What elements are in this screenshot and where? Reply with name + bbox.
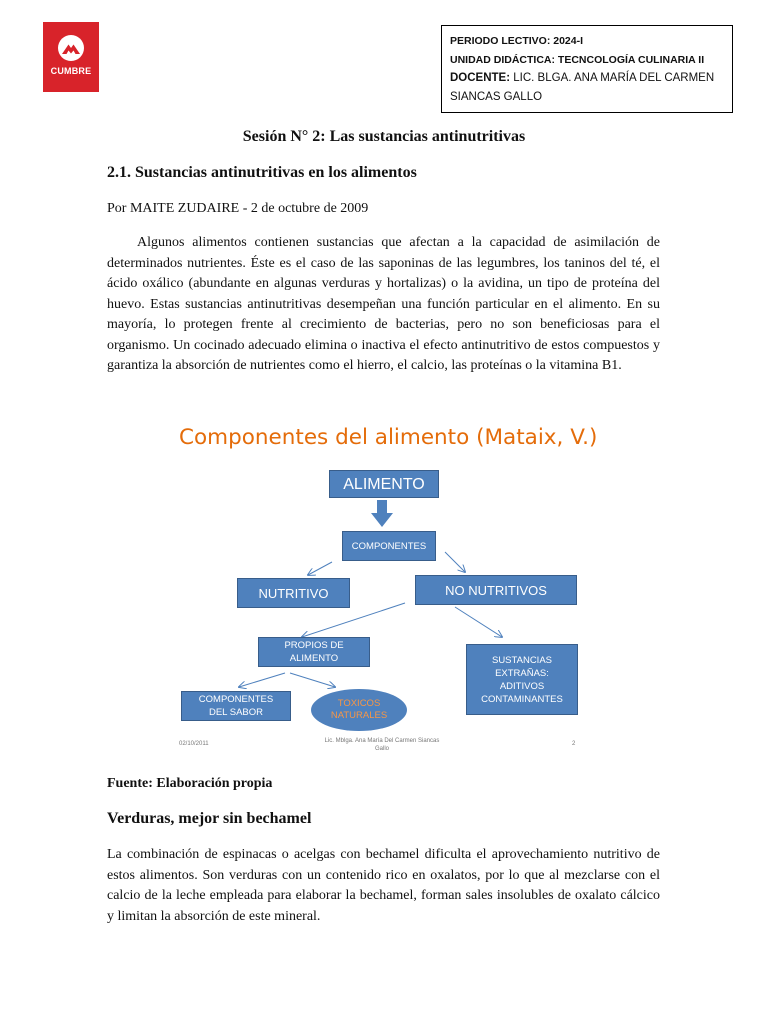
- diagram-footer-date: 02/10/2011: [179, 741, 209, 747]
- diagram-title: Componentes del alimento (Mataix, V.): [179, 425, 598, 450]
- arrow-to-extranas: [455, 607, 502, 637]
- extranas-line-1: SUSTANCIAS: [491, 654, 552, 666]
- docente-name: LIC. BLGA. ANA MARÍA DEL CARMEN: [513, 72, 715, 84]
- logo-text: CUMBRE: [50, 66, 92, 76]
- unidad-line: UNIDAD DIDÁCTICA: TECNCOLOGÍA CULINARIA II: [450, 53, 705, 66]
- arrow-to-toxicos: [290, 673, 335, 687]
- toxicos-line-1: TOXICOS: [337, 698, 381, 709]
- section-title: 2.1. Sustancias antinutritivas en los alimentos: [107, 164, 417, 181]
- node-alimento: ALIMENTO: [329, 470, 439, 498]
- node-propios: [258, 637, 370, 667]
- paragraph-2: La combinación de espinacas o acelgas con bechamel dificulta el aprovechamiento nutritivo de estos alimentos. Son verduras con un contenido rico en oxalatos, por lo que al mezclarse con el calcio de la leche empleada para elaborar la bechamel, forman sales insolubles de oxalato cálcico y limitan la absorción de este mineral.: [107, 847, 660, 924]
- arrow-to-propios: [302, 603, 405, 637]
- subsection-title: Verduras, mejor sin bechamel: [107, 810, 312, 827]
- byline: Por MAITE ZUDAIRE - 2 de octubre de 2009: [107, 201, 369, 216]
- figure-source: Fuente: Elaboración propia: [107, 776, 273, 791]
- propios-line-2: ALIMENTO: [289, 653, 339, 664]
- node-sabor: [181, 691, 291, 721]
- sabor-line-1: COMPONENTES: [198, 694, 274, 705]
- course-info-box: [441, 25, 733, 113]
- docente-line: DOCENTE: LIC. BLGA. ANA MARÍA DEL CARMEN: [450, 72, 715, 84]
- mountain-icon: [57, 34, 85, 62]
- author-line-2: Gallo: [374, 746, 389, 752]
- food-components-diagram: [170, 425, 600, 760]
- extranas-line-3: ADITIVOS: [499, 680, 545, 692]
- extranas-line-4: CONTAMINANTES: [481, 693, 563, 705]
- extranas-line-2: EXTRAÑAS:: [495, 667, 549, 679]
- diagram-footer-page: 2: [572, 741, 576, 747]
- paragraph-1: Algunos alimentos contienen sustancias que afectan a la capacidad de asimilación de determinados nutrientes. Éste es el caso de las saponinas de las legumbres, los taninos del té, el ácido oxálico (abundante en algunas verduras y hortalizas) o la avidina, un tipo de proteína del huevo. Estas sustancias antinutritivas desempeñan una función particular en el alimento. En su mayoría, lo protegen frente al crecimiento de bacterias, pero no son beneficiosas para el organismo. Un cocinado adecuado elimina o inactiva el efecto antinutritivo de estos compuestos y garantiza la absorción de nutrientes como el hierro, el calcio, las proteínas o la vitamina B1.: [107, 235, 660, 373]
- arrow-to-nutritivo: [308, 562, 332, 575]
- arrow-to-sabor: [239, 673, 285, 687]
- propios-line-1: PROPIOS DE: [284, 640, 344, 651]
- node-no-nutritivos: NO NUTRITIVOS: [415, 575, 577, 605]
- cumbre-logo: [43, 22, 99, 92]
- diagram-footer-author: [312, 737, 452, 753]
- node-componentes: COMPONENTES: [342, 531, 436, 561]
- toxicos-line-2: NATURALES: [330, 710, 388, 721]
- periodo-line: PERIODO LECTIVO: 2024-I: [450, 35, 584, 47]
- author-line-1: Lic. Mblga. Ana María Del Carmen Siancas: [324, 738, 440, 744]
- node-toxicos: [311, 689, 407, 731]
- node-nutritivo: NUTRITIVO: [237, 578, 350, 608]
- session-title: Sesión N° 2: Las sustancias antinutritivas: [242, 128, 526, 145]
- node-extranas: [466, 644, 578, 715]
- sabor-line-2: DEL SABOR: [208, 707, 264, 718]
- down-arrow-icon: [371, 500, 393, 527]
- docente-name-2: SIANCAS GALLO: [450, 90, 543, 103]
- arrow-to-no-nutritivos: [445, 552, 465, 572]
